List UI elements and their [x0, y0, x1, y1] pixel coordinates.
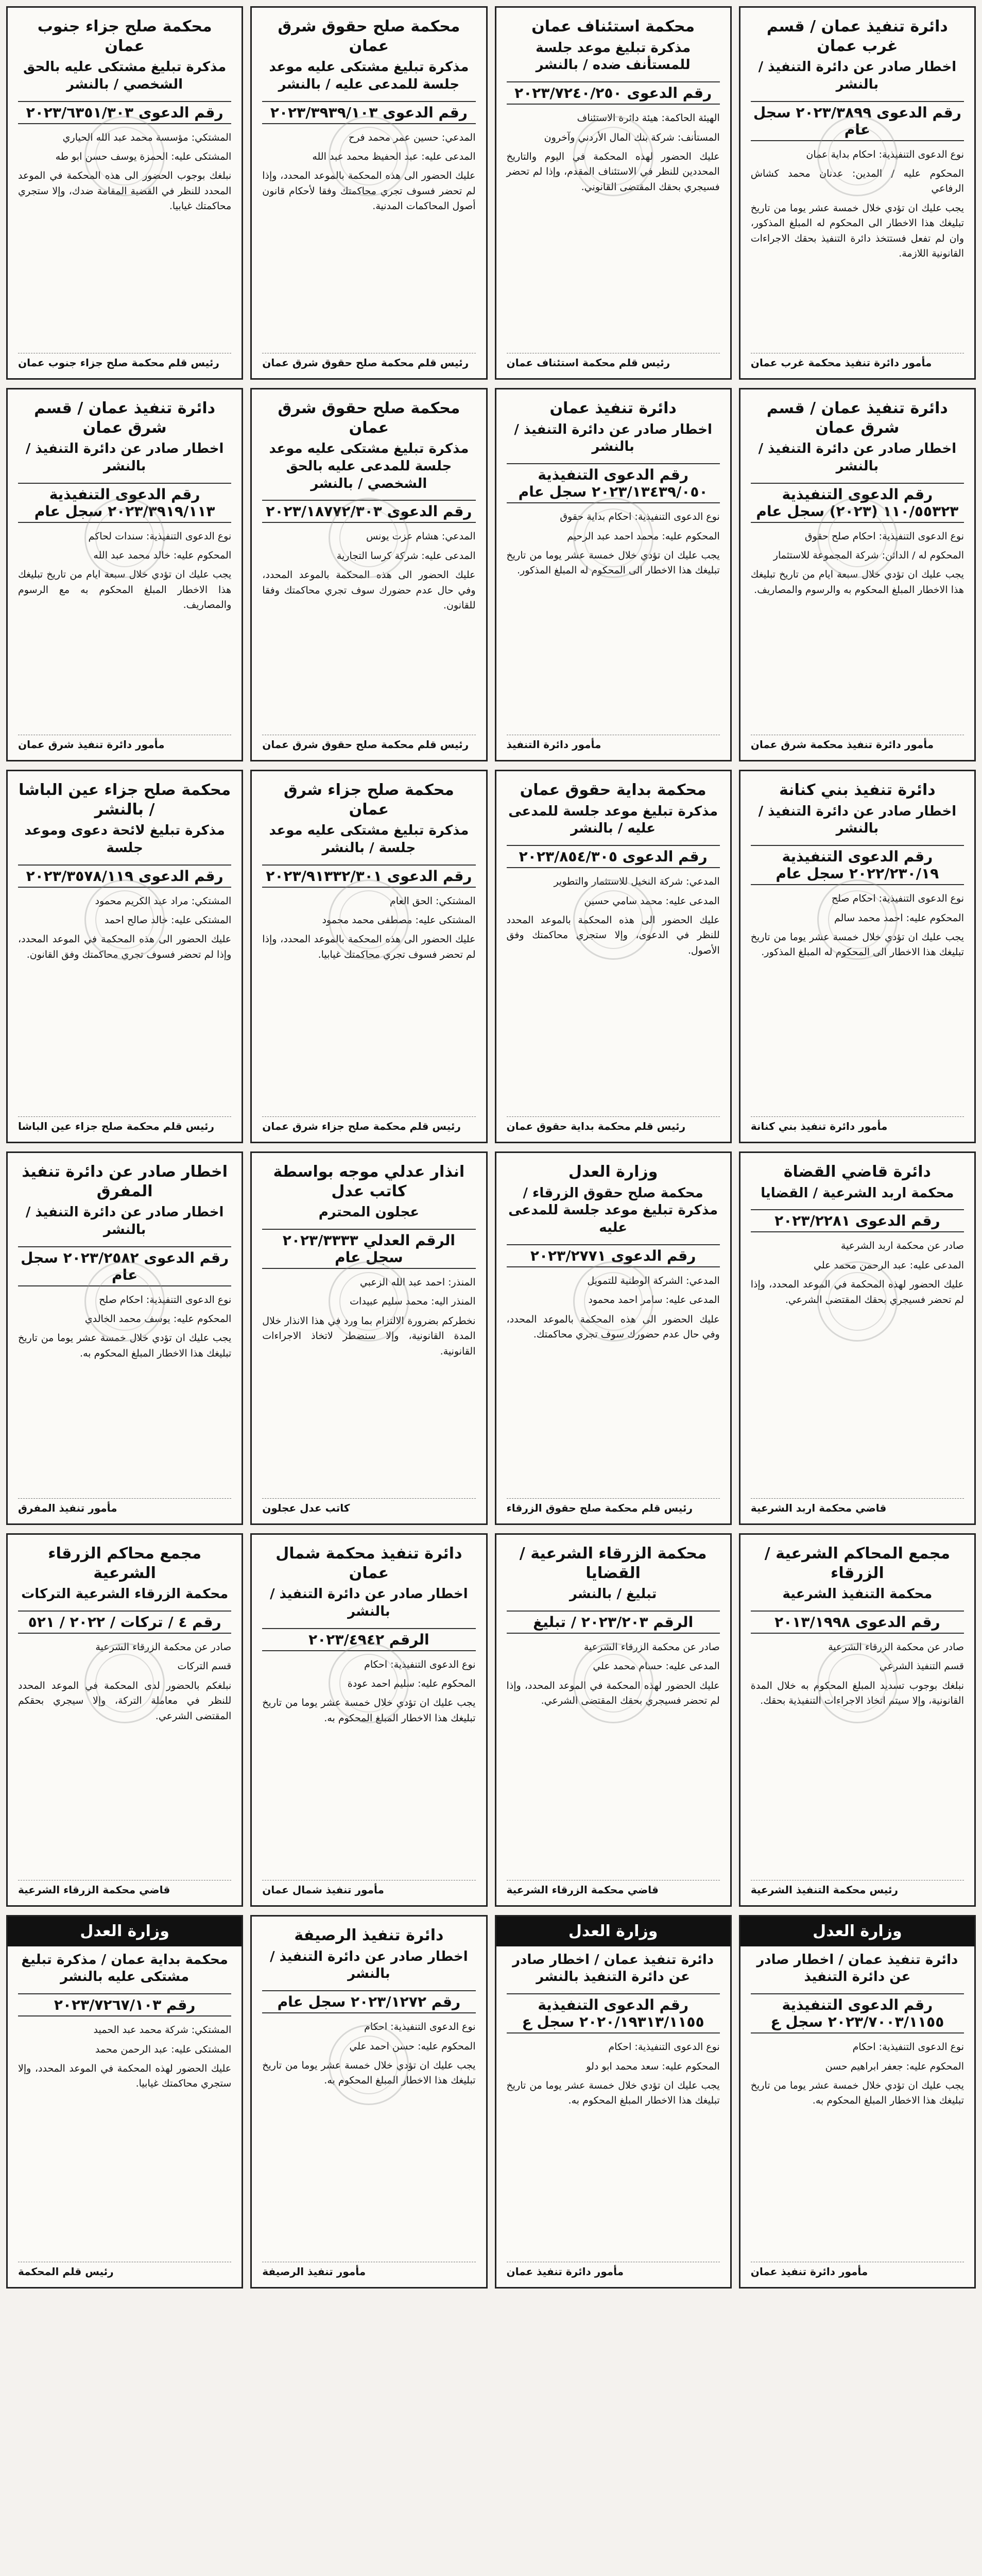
notice-heading: دائرة تنفيذ عمان / قسم شرق عمان [34, 399, 216, 437]
notice-body: يجب عليك ان تؤدي خلال خمسة عشر يوما من تاريخ تبليغك هذا الاخطار المبلغ المحكوم به. [262, 1697, 476, 1724]
notice-6 [495, 388, 732, 761]
notice-line: نوع الدعوى التنفيذية: احكام بداية حقوق [560, 511, 720, 523]
notice-body: يجب عليك ان تؤدي خلال خمسة عشر يوما من تاريخ تبليغك هذا الاخطار الى المحكوم له المبلغ المذكور. [750, 931, 964, 958]
notice-16 [6, 1151, 243, 1525]
notice-line: صادر عن محكمة الزرقاء الشرعية [828, 1641, 964, 1653]
notice-signature: مأمور دائرة التنفيذ [507, 735, 720, 751]
notice-9 [739, 770, 976, 1143]
notice-signature: قاضي محكمة الزرقاء الشرعية [18, 1880, 231, 1896]
notice-subheading: تبليغ / بالنشر [569, 1586, 657, 1602]
notice-signature: مأمور تنفيذ المفرق [18, 1498, 231, 1514]
notice-heading: دائرة تنفيذ بني كنانة [779, 781, 936, 799]
notice-line: المشتكي: مراد عبد الكريم محمود [95, 895, 232, 907]
notice-signature: مأمور دائرة تنفيذ بني كنانة [751, 1116, 964, 1132]
notice-body: يجب عليك ان تؤدي خلال سبعة ايام من تاريخ تبليغك هذا الاخطار المبلغ المحكوم به مع الرسوم والمصاريف. [18, 569, 232, 611]
notice-signature: رئيس محكمة التنفيذ الشرعية [751, 1880, 964, 1896]
notice-subheading: مذكرة تبليغ موعد جلسة للمستأنف ضده / بالنشر [536, 40, 691, 73]
notice-body: يجب عليك ان تؤدي خلال خمسة عشر يوما من تاريخ تبليغك هذا الاخطار المبلغ المحكوم به. [262, 2059, 476, 2087]
notice-line: المحكوم عليه: خالد محمد عبد الله [93, 550, 232, 562]
notice-body: يجب عليك ان تؤدي خلال سبعة ايام من تاريخ تبليغك هذا الاخطار المبلغ المحكوم به والرسوم والمصاريف. [750, 569, 964, 596]
notice-line: صادر عن محكمة الزرقاء الشرعية [583, 1641, 720, 1653]
notice-subheading: اخطار صادر عن دائرة التنفيذ / بالنشر [25, 441, 224, 474]
notice-heading: دائرة تنفيذ محكمة شمال عمان [275, 1545, 462, 1582]
notice-heading: دائرة تنفيذ الرصيفة [294, 1926, 444, 1944]
notice-body: نخطركم بضرورة الالتزام بما ورد في هذا الانذار خلال المدة القانونية، وإلا سنضطر لاتخاذ الاجراءات القانونية. [262, 1315, 476, 1357]
case-number: رقم الدعوى ٢٠٢٣/١٨٧٧٢/٣٠٣ [262, 500, 475, 523]
notice-23 [250, 1915, 487, 2289]
notice-subheading: محكمة التنفيذ الشرعية [782, 1586, 933, 1602]
notice-line: الهيئة الحاكمة: هيئة دائرة الاستئناف [577, 112, 720, 124]
notice-heading: وزارة العدل [8, 1917, 242, 1946]
notice-subheading: اخطار صادر عن دائرة التنفيذ / بالنشر [25, 1205, 224, 1238]
notice-7 [250, 388, 487, 761]
notice-line: صادر عن محكمة اربد الشرعية [840, 1240, 964, 1252]
notice-line: المستأنف: شركة بنك المال الأردني وآخرون [544, 131, 720, 143]
notice-subheading: مذكرة تبليغ مشتكى عليه موعد جلسة للمدعى عليه بالحق الشخصي / بالنشر [269, 441, 469, 492]
notice-signature: مأمور دائرة تنفيذ عمان [751, 2262, 964, 2278]
notice-signature: مأمور تنفيذ شمال عمان [262, 1880, 475, 1896]
case-number: رقم الدعوى ٢٠٢٣/٣٥٧٨/١١٩ [18, 865, 231, 888]
case-number: رقم الدعوى التنفيذية ٢٠٢٣/٣٩١٩/١١٣ سجل عام [18, 483, 231, 523]
notice-subheading: اخطار صادر عن دائرة التنفيذ / بالنشر [270, 1586, 468, 1619]
case-number: رقم الدعوى ٢٠٢٣/٢٥٨٢ سجل عام [18, 1246, 231, 1286]
notice-heading: انذار عدلي موجه بواسطة كاتب عدل [273, 1163, 465, 1200]
notice-line: المشتكى عليه: خالد صالح احمد [104, 914, 232, 926]
notice-signature: رئيس قلم محكمة صلح جزاء جنوب عمان [18, 353, 231, 369]
notice-heading: مجمع محاكم الزرقاء الشرعية [48, 1545, 202, 1582]
notice-body: عليك الحضور لهذه المحكمة في الموعد المحدد، وإذا لم تحضر فسيجري بحقك المقتضى الشرعي. [750, 1279, 964, 1306]
notice-subheading: مذكرة تبليغ مشتكى عليه موعد جلسة للمدعى عليه / بالنشر [269, 59, 469, 92]
notice-signature: رئيس قلم محكمة بداية حقوق عمان [507, 1116, 720, 1132]
notice-line: المدعي: هشام عزت يونس [366, 531, 476, 543]
notice-body: نبلغك بوجوب الحضور الى هذه المحكمة في الموعد المحدد للنظر في القضية المقامة ضدك، وإلا ستجري محاكمتك غيابيا. [18, 170, 232, 212]
case-number: رقم الدعوى ٢٠٢٣/٣٩٣٩/١٠٣ [262, 101, 475, 124]
notice-line: المشتكى عليه: عبد الرحمن محمد [95, 2043, 232, 2055]
notice-signature: مأمور دائرة تنفيذ محكمة شرق عمان [751, 735, 964, 751]
case-number: رقم الدعوى ٢٠٢٣/٩١٣٣٢/٣٠١ [262, 865, 475, 888]
notice-signature: مأمور دائرة تنفيذ عمان [507, 2262, 720, 2278]
notice-body: عليك الحضور الى هذه المحكمة في الموعد المحدد، وإذا لم تحضر فسوف تجري محاكمتك وفق القانون. [18, 934, 232, 960]
notice-heading: محكمة صلح جزاء عين الباشا / بالنشر [19, 781, 231, 819]
case-number: رقم الدعوى التنفيذية ٢٠٢٣/٧٠٠٣/١١٥٥ سجل ع [751, 1993, 964, 2033]
case-number: رقم الدعوى ٢٠٢٣/٢٢٨١ [751, 1209, 964, 1232]
notice-line: نوع الدعوى التنفيذية: احكام صلح حقوق [804, 530, 964, 542]
notice-body: عليك الحضور الى هذه المحكمة بالموعد المحدد، وإذا لم تحضر فسوف تجري محاكمتك وفقا لأحكام قانون أصول المحاكمات المدنية. [262, 170, 476, 212]
notice-line: نوع الدعوى التنفيذية: احكام [852, 2041, 964, 2053]
notice-line: المشتكى عليه: الحمزة يوسف حسن ابو طه [55, 151, 232, 163]
notice-signature: رئيس قلم محكمة استئناف عمان [507, 353, 720, 369]
notice-heading: محكمة بداية حقوق عمان [520, 781, 707, 799]
notice-14 [495, 1151, 732, 1525]
notice-1 [739, 6, 976, 380]
notice-body: عليك الحضور لهذه المحكمة في اليوم والتاريخ المحددين للنظر في الاستئناف المقدم، وإذا لم تحضر فسيجري بحقك المقتضى القانوني. [506, 150, 720, 193]
notice-subheading: اخطار صادر عن دائرة التنفيذ / بالنشر [514, 421, 712, 455]
notice-heading: محكمة صلح جزاء شرق عمان [283, 781, 454, 819]
case-number: رقم ٢٠٢٣/٧٢٦٧/١٠٣ [18, 1993, 231, 2016]
notice-line: المحكوم عليه / المدين: عدنان محمد كشاش الرفاعي [750, 168, 964, 195]
notice-heading: وزارة العدل [568, 1163, 658, 1181]
notice-21 [739, 1915, 976, 2289]
notice-heading: دائرة تنفيذ عمان [549, 399, 677, 417]
case-number: رقم الدعوى التنفيذية ١١٠/٥٥٣٢٣ (٢٠٢٣) سجل عام [751, 483, 964, 523]
notice-subheading: مذكرة تبليغ لائحة دعوى وموعد جلسة [24, 823, 225, 856]
notice-subheading: مذكرة تبليغ مشتكى عليه بالحق الشخصي / بالنشر [23, 59, 227, 92]
notice-line: المنذر اليه: محمد سليم عبيدات [350, 1296, 476, 1308]
notice-heading: وزارة العدل [740, 1917, 974, 1946]
notice-line: المحكوم عليه: يوسف محمد الخالدي [84, 1313, 232, 1325]
notice-19 [250, 1533, 487, 1907]
notice-line: صادر عن محكمة الزرقاء الشرعية [95, 1641, 232, 1653]
case-number: رقم الدعوى ٢٠٢٣/٦٣٥١/٣٠٣ [18, 101, 231, 124]
notice-line: المشتكي: شركة محمد عبد الحميد [93, 2024, 232, 2036]
notice-subheading: اخطار صادر عن دائرة التنفيذ / بالنشر [758, 441, 957, 474]
case-number: رقم الدعوى ٢٠٢٣/٢٧٧١ [507, 1244, 720, 1267]
notice-line: قسم التنفيذ الشرعي [879, 1660, 964, 1672]
notice-body: عليك الحضور الى هذه المحكمة بالموعد المحدد، وإذا لم تحضر فسوف تجري محاكمتك غيابيا. [262, 934, 476, 960]
case-number: رقم ٤ / تركات / ٢٠٢٢ / ٥٢١ [18, 1611, 231, 1634]
notice-subheading: عجلون المحترم [318, 1205, 420, 1220]
notice-subheading: محكمة صلح حقوق الزرقاء / مذكرة تبليغ موعد جلسة للمدعى عليه [508, 1185, 718, 1236]
notice-heading: دائرة قاضي القضاة [783, 1163, 931, 1181]
notice-signature: قاضي محكمة الزرقاء الشرعية [507, 1880, 720, 1896]
notice-subheading: مذكرة تبليغ مشتكى عليه موعد جلسة / بالنشر [269, 823, 469, 856]
notice-24 [6, 1915, 243, 2289]
notice-line: المشتكي: الحق العام [389, 895, 476, 907]
notice-heading: دائرة تنفيذ عمان / قسم غرب عمان [766, 18, 948, 55]
notice-body: يجب عليك ان تؤدي خلال خمسة عشر يوما من تاريخ تبليغك هذا الاخطار المبلغ المحكوم به. [506, 2079, 720, 2107]
notice-2 [495, 6, 732, 380]
notice-line: المدعى عليه: حسام محمد علي [593, 1660, 720, 1672]
notice-subheading: محكمة اربد الشرعية / القضايا [761, 1185, 954, 1201]
notice-line: المحكوم عليه: محمد احمد عبد الرحيم [567, 530, 720, 542]
notice-signature: رئيس قلم المحكمة [18, 2262, 231, 2278]
notice-line: المدعى عليه: شركة كرسا التجارية [336, 550, 476, 562]
notice-heading: اخطار صادر عن دائرة تنفيذ المفرق [22, 1163, 228, 1200]
notice-line: المشتكي: مؤسسة محمد عبد الله الحياري [62, 131, 232, 143]
notice-body: عليك الحضور لهذه المحكمة في الموعد المحدد، وإلا ستجري محاكمتك غيابيا. [18, 2062, 232, 2090]
notice-heading: محكمة استئناف عمان [531, 18, 695, 36]
notice-signature: مأمور دائرة تنفيذ محكمة غرب عمان [751, 353, 964, 369]
notice-5 [739, 388, 976, 761]
notice-subheading: اخطار صادر عن دائرة التنفيذ / بالنشر [270, 1948, 468, 1982]
notice-12 [6, 770, 243, 1143]
notice-body: يجب عليك ان تؤدي خلال خمسة عشر يوما من تاريخ تبليغك هذا الاخطار الى المحكوم له المبلغ المذكور، وان لم تفعل فستتخذ دائرة التنفيذ بحقك الاجراءات القانونية اللازمة. [750, 202, 964, 260]
notice-signature: رئيس قلم محكمة صلح حقوق الزرقاء [507, 1498, 720, 1514]
case-number: رقم الدعوى ٢٠٢٣/٣٨٩٩ سجل عام [751, 101, 964, 141]
notice-body: نبلغكم بالحضور لدى المحكمة في الموعد المحدد للنظر في معاملة التركة، وإلا سيجري بحقكم المقتضى الشرعي. [18, 1680, 232, 1722]
notice-line: المشتكى عليه: مصطفى محمد محمود [322, 914, 476, 926]
notice-line: المحكوم له / الدائن: شركة المجموعة للاستثمار [773, 550, 964, 562]
notice-body: يجب عليك ان تؤدي خلال خمسة عشر يوما من تاريخ تبليغك هذا الاخطار الى المحكوم له المبلغ المذكور. [506, 549, 720, 577]
notice-line: قسم التركات [177, 1660, 232, 1672]
notice-signature: رئيس قلم محكمة صلح حقوق شرق عمان [262, 735, 475, 751]
case-number: الرقم ٢٠٢٣/٢٠٣ / تبليغ [507, 1611, 720, 1634]
notice-signature: رئيس قلم محكمة صلح جزاء عين الباشا [18, 1116, 231, 1132]
case-number: رقم الدعوى ٢٠٢٣/٧٢٤٠/٢٥٠ [507, 81, 720, 105]
case-number: رقم الدعوى ٢٠٢٣/٨٥٤/٣٠٥ [507, 845, 720, 868]
notice-signature: مأمور دائرة تنفيذ شرق عمان [18, 735, 231, 751]
notice-signature: رئيس قلم محكمة صلح حقوق شرق عمان [262, 353, 475, 369]
notice-line: نوع الدعوى التنفيذية: احكام صلح [831, 893, 964, 905]
notice-line: المدعى عليه: محمد سامي حسين [584, 895, 720, 907]
notice-line: المدعى عليه: عبد الرحمن محمد علي [814, 1259, 964, 1271]
notice-18 [495, 1533, 732, 1907]
notice-line: المدعي: حسين عمر محمد فرح [348, 131, 476, 143]
case-number: الرقم العدلي ٢٠٢٣/٣٣٣٣ سجل عام [262, 1229, 475, 1269]
notice-line: المحكوم عليه: حسن احمد علي [349, 2040, 476, 2052]
case-number: رقم الدعوى ٢٠١٣/١٩٩٨ [751, 1611, 964, 1634]
notice-13 [739, 1151, 976, 1525]
notice-8 [6, 388, 243, 761]
notice-subheading: دائرة تنفيذ عمان / اخطار صادر عن دائرة التنفيذ [756, 1952, 958, 1985]
notice-line: نوع الدعوى التنفيذية: احكام صلح [99, 1294, 232, 1306]
notice-signature: رئيس قلم محكمة صلح جزاء شرق عمان [262, 1116, 475, 1132]
notice-line: المدعي: شركة النخيل للاستثمار والتطوير [554, 876, 720, 888]
notice-heading: محكمة صلح حقوق شرق عمان [278, 18, 460, 55]
notice-body: نبلغك بوجوب تسديد المبلغ المحكوم به خلال المدة القانونية، وإلا سيتم اتخاذ الاجراءات التنفيذية بحقك. [750, 1680, 964, 1707]
notice-heading: وزارة العدل [496, 1917, 730, 1946]
case-number: رقم ٢٠٢٣/١٢٧٢ سجل عام [262, 1990, 475, 2013]
notice-line: المدعى عليه: عبد الحفيظ محمد عبد الله [312, 151, 476, 163]
notice-subheading: محكمة بداية عمان / مذكرة تبليغ مشتكى عليه بالنشر [21, 1952, 228, 1985]
notice-line: نوع الدعوى التنفيذية: احكام [364, 2021, 476, 2033]
notice-17 [739, 1533, 976, 1907]
notice-line: نوع الدعوى التنفيذية: احكام [364, 1658, 476, 1670]
notice-body: يجب عليك ان تؤدي خلال خمسة عشر يوما من تاريخ تبليغك هذا الاخطار المبلغ المحكوم به. [750, 2079, 964, 2107]
notice-11 [250, 770, 487, 1143]
notice-line: نوع الدعوى التنفيذية: احكام [608, 2041, 720, 2053]
notices-grid [6, 6, 976, 2289]
case-number: رقم الدعوى التنفيذية ٢٠٢٣/١٣٤٣٩/٠٥٠ سجل عام [507, 463, 720, 503]
notice-signature: مأمور تنفيذ الرصيفة [262, 2262, 475, 2278]
notice-body: عليك الحضور لهذه المحكمة في الموعد المحدد، وإذا لم تحضر فسيجري بحقك المقتضى الشرعي. [506, 1680, 720, 1707]
notice-subheading: اخطار صادر عن دائرة التنفيذ / بالنشر [758, 803, 957, 837]
notice-body: عليك الحضور الى هذه المحكمة بالموعد المحدد، وفي حال عدم حضورك سوف تجري محاكمتك. [506, 1313, 720, 1341]
notice-3 [250, 6, 487, 380]
notice-15 [250, 1151, 487, 1525]
notice-heading: دائرة تنفيذ عمان / قسم شرق عمان [766, 399, 948, 437]
notice-signature: قاضي محكمة اربد الشرعية [751, 1498, 964, 1514]
notice-4 [6, 6, 243, 380]
notice-body: يجب عليك ان تؤدي خلال خمسة عشر يوما من تاريخ تبليغك هذا الاخطار المبلغ المحكوم به. [18, 1332, 232, 1359]
notice-subheading: مذكرة تبليغ موعد جلسة للمدعى عليه / بالنشر [508, 803, 718, 837]
notice-body: عليك الحضور الى هذه المحكمة بالموعد المحدد، وفي حال عدم حضورك سوف تجري محاكمتك وفقا للقانون. [262, 569, 476, 612]
notice-body: عليك الحضور الى هذه المحكمة بالموعد المحدد للنظر في الدعوى، وإلا ستجري محاكمتك وفق الأصول. [506, 914, 720, 956]
notice-heading: مجمع المحاكم الشرعية / الزرقاء [764, 1545, 951, 1582]
notice-heading: محكمة صلح جزاء جنوب عمان [37, 18, 212, 55]
case-number: الرقم ٢٠٢٣/٤٩٤٢ [262, 1628, 475, 1651]
notice-subheading: محكمة الزرقاء الشرعية التركات [21, 1586, 229, 1602]
case-number: رقم الدعوى التنفيذية ٢٠٢٠/١٩٣١٣/١١٥٥ سجل ع [507, 1993, 720, 2033]
notice-line: المدعي: الشركة الوطنية للتمويل [587, 1275, 720, 1286]
notice-line: نوع الدعوى التنفيذية: احكام بداية عمان [806, 148, 964, 160]
notice-subheading: دائرة تنفيذ عمان / اخطار صادر عن دائرة التنفيذ بالنشر [512, 1952, 714, 1985]
case-number: رقم الدعوى التنفيذية ٢٠٢٢/٢٣٠/١٩ سجل عام [751, 845, 964, 885]
notice-22 [495, 1915, 732, 2289]
notice-heading: محكمة الزرقاء الشرعية / القضايا [519, 1545, 707, 1582]
notice-line: المحكوم عليه: سليم احمد عودة [347, 1678, 476, 1690]
notice-line: المدعى عليه: سامر احمد محمود [588, 1294, 720, 1306]
notice-heading: محكمة صلح حقوق شرق عمان [278, 399, 460, 437]
notice-line: نوع الدعوى التنفيذية: سندات لحاكم [88, 530, 232, 542]
notice-line: المحكوم عليه: احمد محمد سالم [834, 912, 964, 924]
notice-line: المحكوم عليه: جعفر ابراهيم حسن [825, 2060, 964, 2072]
notice-signature: كاتب عدل عجلون [262, 1498, 475, 1514]
notice-subheading: اخطار صادر عن دائرة التنفيذ / بالنشر [758, 59, 957, 92]
notice-line: المحكوم عليه: سعد محمد ابو دلو [586, 2060, 720, 2072]
notice-line: المنذر: احمد عبد الله الزعبي [359, 1276, 476, 1288]
notice-10 [495, 770, 732, 1143]
notice-20 [6, 1533, 243, 1907]
